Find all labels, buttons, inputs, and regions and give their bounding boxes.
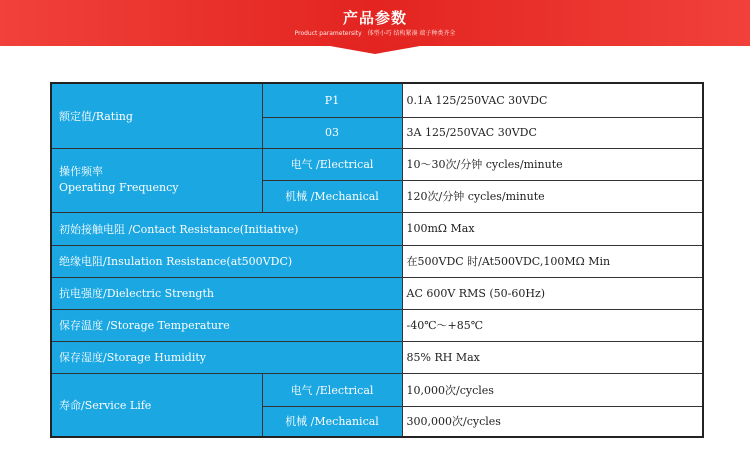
rating-value-p1: 0.1A 125/250VAC 30VDC	[402, 83, 703, 117]
dielectric-strength-label: 抗电强度/Dielectric Strength	[51, 277, 402, 309]
storage-temperature-value: -40℃～+85℃	[402, 309, 703, 341]
table-row	[51, 148, 703, 180]
rating-label: 额定值/Rating	[51, 83, 262, 148]
table-row	[51, 83, 703, 117]
contact-resistance-value: 100mΩ Max	[402, 212, 703, 245]
banner-notch	[330, 46, 420, 54]
operating-frequency-label	[51, 148, 262, 212]
life-value-mechanical: 300,000次/cycles	[402, 406, 703, 437]
storage-humidity-value: 85% RH Max	[402, 341, 703, 373]
storage-temperature-label: 保存温度 /Storage Temperature	[51, 309, 402, 341]
storage-humidity-label: 保存湿度/Storage Humidity	[51, 341, 402, 373]
table-row	[51, 341, 703, 373]
page-title: 产品参数	[342, 9, 407, 27]
frequency-value-electrical: 10～30次/分钟 cycles/minute	[402, 148, 703, 180]
operating-frequency-label-en: Operating Frequency	[59, 181, 179, 194]
table-row	[51, 245, 703, 277]
contact-resistance-label: 初始接触电阻 /Contact Resistance(Initiative)	[51, 212, 402, 245]
header-banner	[0, 0, 750, 46]
table-row	[51, 277, 703, 309]
subtitle-cn: 体型小巧 结构紧凑 端子种类齐全	[367, 30, 456, 37]
rating-value-03: 3A 125/250VAC 30VDC	[402, 117, 703, 148]
table-row	[51, 212, 703, 245]
life-sub-mechanical: 机械 /Mechanical	[262, 406, 402, 437]
insulation-resistance-value: 在500VDC 时/At500VDC,100MΩ Min	[402, 245, 703, 277]
dielectric-strength-value: AC 600V RMS (50-60Hz)	[402, 277, 703, 309]
table-row	[51, 373, 703, 406]
table-row	[51, 309, 703, 341]
frequency-sub-electrical: 电气 /Electrical	[262, 148, 402, 180]
frequency-value-mechanical: 120次/分钟 cycles/minute	[402, 180, 703, 212]
operating-frequency-label-cn: 操作频率	[59, 165, 103, 178]
rating-sub-03: 03	[262, 117, 402, 148]
page-subtitle	[0, 28, 750, 37]
service-life-label: 寿命/Service Life	[51, 373, 262, 437]
insulation-resistance-label: 绝缘电阻/Insulation Resistance(at500VDC)	[51, 245, 402, 277]
subtitle-en: Product parametersity	[294, 30, 362, 37]
rating-sub-p1: P1	[262, 83, 402, 117]
life-value-electrical: 10,000次/cycles	[402, 373, 703, 406]
spec-table	[50, 82, 704, 438]
frequency-sub-mechanical: 机械 /Mechanical	[262, 180, 402, 212]
life-sub-electrical: 电气 /Electrical	[262, 373, 402, 406]
